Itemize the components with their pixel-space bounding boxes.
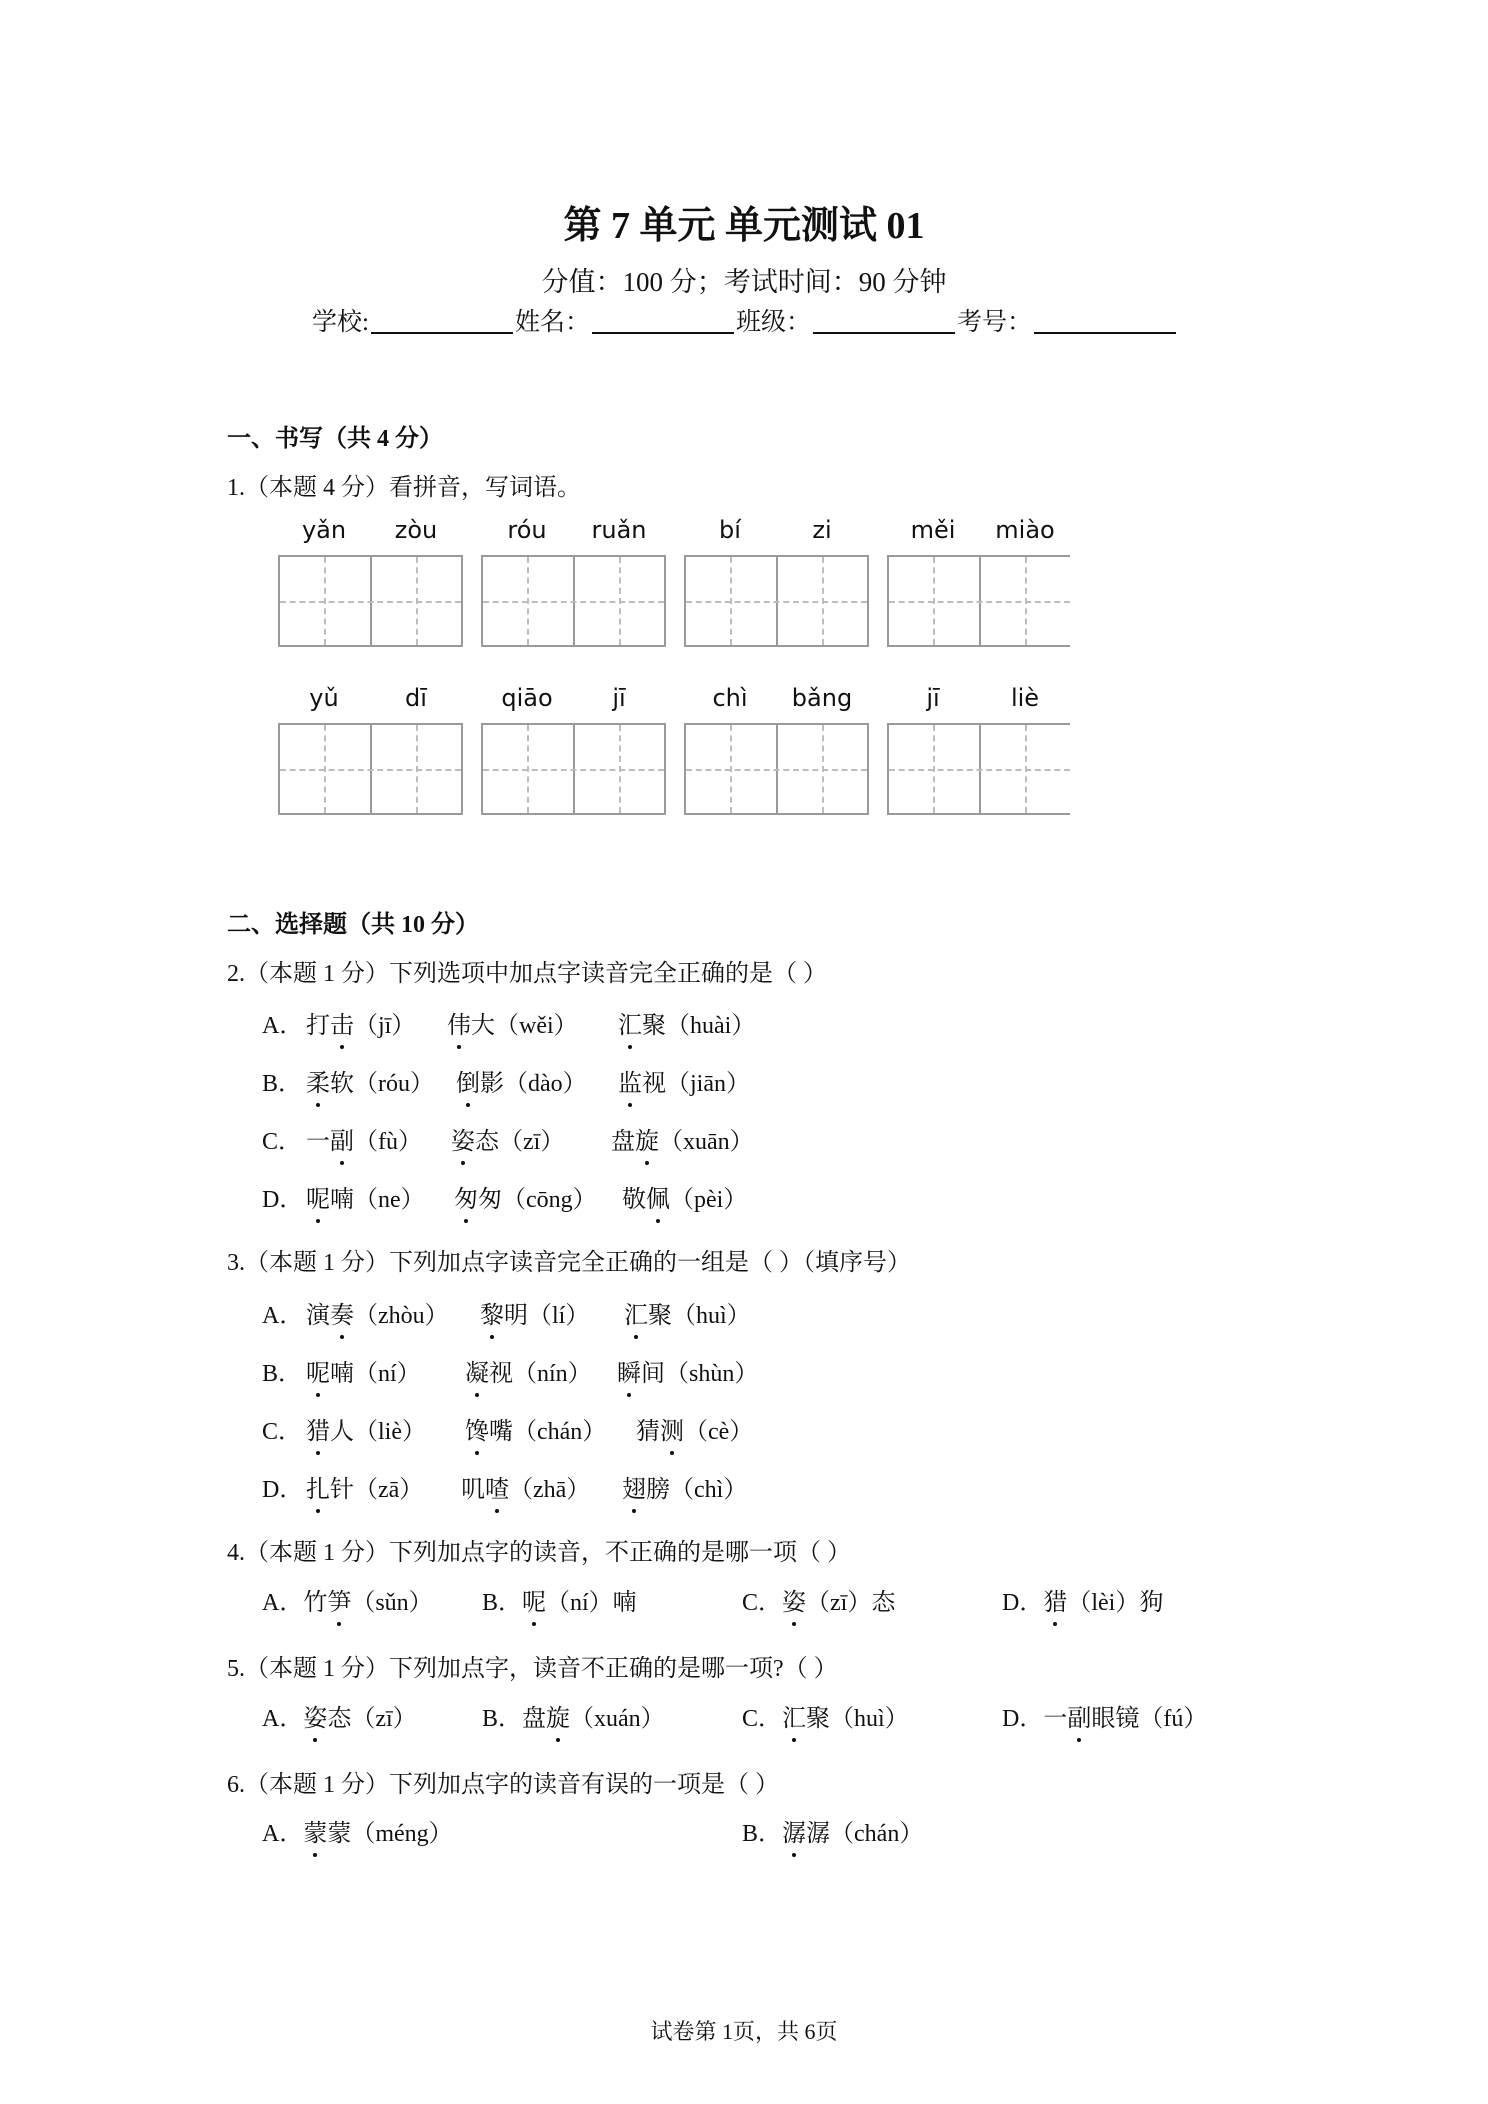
option-letter[interactable]: A．: [262, 1013, 304, 1039]
word-text: 喃: [330, 1361, 354, 1387]
option-word: [306, 1353, 421, 1388]
pinyin-reading: （xuān）: [659, 1129, 754, 1155]
option-letter[interactable]: B．: [262, 1361, 303, 1387]
pinyin-label: zòu: [394, 516, 438, 544]
pinyin-reading: （ne）: [354, 1187, 425, 1213]
option-word: [306, 1005, 415, 1040]
option-word: [465, 1411, 606, 1446]
guide-line-horizontal: [280, 769, 461, 771]
option-word: [451, 1121, 564, 1156]
pinyin-reading: （jī）: [354, 1013, 416, 1039]
word-text: 聚: [648, 1303, 672, 1329]
pinyin-reading: （dào）: [504, 1071, 587, 1097]
writing-box[interactable]: [481, 723, 666, 815]
word-text: 竹: [303, 1590, 328, 1616]
option-item[interactable]: [742, 1698, 909, 1733]
dotted-character: 猎: [306, 1411, 330, 1446]
writing-box[interactable]: [278, 555, 463, 647]
word-text: 敬: [622, 1187, 646, 1213]
word-text: 一: [306, 1129, 330, 1155]
pinyin-label: róu: [507, 516, 547, 544]
pinyin-label: yǎn: [301, 516, 347, 544]
pinyin-reading: （lí）: [528, 1303, 590, 1329]
guide-line-horizontal: [686, 769, 867, 771]
option-word: [611, 1121, 754, 1156]
option-word: [306, 1295, 449, 1330]
dotted-character: 汇: [782, 1698, 806, 1733]
dotted-character: 扎: [306, 1469, 330, 1504]
pinyin-label: liè: [1010, 684, 1040, 712]
name-label: 姓名：: [514, 309, 590, 336]
writing-box[interactable]: [278, 723, 463, 815]
dotted-character: 呢: [306, 1353, 330, 1388]
pinyin-label: qiāo: [501, 684, 553, 712]
option-letter[interactable]: D．: [262, 1477, 304, 1503]
pinyin-reading: （cōng）: [502, 1187, 597, 1213]
option-item[interactable]: [482, 1698, 665, 1733]
option-word: [306, 1411, 426, 1446]
word-text: 针: [330, 1477, 354, 1503]
pinyin-reading: （chán）: [513, 1419, 607, 1445]
dotted-character: 柔: [306, 1063, 330, 1098]
question-2-text: 2.（本题 1 分）下列选项中加点字读音完全正确的是（ ）: [227, 961, 827, 987]
writing-box[interactable]: [887, 555, 1070, 647]
pinyin-label: bí: [719, 516, 741, 544]
dotted-character: 伟: [447, 1005, 471, 1040]
page-title: 第 7 单元 单元测试 01: [563, 205, 925, 247]
pinyin-label: chì: [712, 684, 748, 712]
exam-number-label: 考号：: [956, 309, 1032, 336]
guide-line-horizontal: [686, 601, 867, 603]
option-word: [456, 1063, 587, 1098]
word-text: 盘: [522, 1706, 547, 1732]
option-item[interactable]: [482, 1582, 637, 1617]
word-text: 叽: [461, 1477, 485, 1503]
pinyin-label: bǎng: [791, 684, 853, 712]
pinyin-reading: （zī）: [499, 1129, 565, 1155]
word-text: （ní）喃: [546, 1590, 637, 1616]
word-text: （lèi）狗: [1067, 1590, 1164, 1616]
option-word: [306, 1469, 423, 1504]
word-text: 匆: [478, 1187, 502, 1213]
question-6-text: 6.（本题 1 分）下列加点字的读音有误的一项是（ ）: [227, 1772, 779, 1798]
option-word: [624, 1295, 751, 1330]
pinyin-label: dī: [405, 684, 427, 712]
question-3-text: 3.（本题 1 分）下列加点字读音完全正确的一组是（ ）（填序号）: [227, 1250, 911, 1276]
word-text: 嘴: [489, 1419, 513, 1445]
dotted-character: 汇: [624, 1295, 648, 1330]
dotted-character: 副: [330, 1121, 354, 1156]
word-text: 猜: [636, 1419, 660, 1445]
dotted-character: 匆: [454, 1179, 478, 1214]
option-word: [617, 1353, 758, 1388]
word-text: 软: [330, 1071, 354, 1097]
pinyin-reading: （jiān）: [666, 1071, 750, 1097]
option-word: [480, 1295, 589, 1330]
word-text: 间: [641, 1361, 665, 1387]
section-heading-writing: 一、书写（共 4 分）: [227, 426, 443, 452]
word-text: 演: [306, 1303, 330, 1329]
word-text: 一: [1043, 1706, 1068, 1732]
option-letter: B．: [482, 1590, 523, 1616]
word-text: 视: [642, 1071, 666, 1097]
word-text: 大: [471, 1013, 495, 1039]
pinyin-label: zi: [812, 516, 832, 544]
class-label: 班级：: [735, 309, 811, 336]
option-letter: A．: [262, 1821, 304, 1847]
option-item[interactable]: [262, 1698, 417, 1733]
option-item[interactable]: [262, 1582, 433, 1617]
writing-box[interactable]: [684, 723, 869, 815]
pinyin-reading: （zā）: [354, 1477, 424, 1503]
word-text: 打: [306, 1013, 330, 1039]
dotted-character: 测: [660, 1411, 684, 1446]
dotted-character: 蒙: [303, 1813, 327, 1848]
pinyin-reading: （shùn）: [665, 1361, 759, 1387]
word-text: 态: [475, 1129, 499, 1155]
pinyin-reading: （liè）: [354, 1419, 426, 1445]
dotted-character: 喳: [485, 1469, 509, 1504]
option-word: [618, 1005, 755, 1040]
pinyin-reading: （ní）: [354, 1361, 421, 1387]
dotted-character: 监: [618, 1063, 642, 1098]
section-heading-choice: 二、选择题（共 10 分）: [227, 912, 479, 938]
option-letter[interactable]: C．: [262, 1419, 303, 1445]
dotted-character: 翅: [622, 1469, 646, 1504]
dotted-character: 笋: [327, 1582, 351, 1617]
pinyin-label: jī: [612, 684, 626, 712]
pinyin-label: ruǎn: [591, 516, 647, 544]
pinyin-reading: （cè）: [684, 1419, 754, 1445]
option-letter: C．: [742, 1706, 783, 1732]
option-word: [618, 1063, 750, 1098]
dotted-character: 姿: [303, 1698, 327, 1733]
option-word: [306, 1179, 425, 1214]
word-text: 眼镜（fú）: [1091, 1706, 1208, 1732]
pinyin-reading: （nín）: [513, 1361, 592, 1387]
student-info-line: [312, 302, 1178, 338]
option-letter[interactable]: C．: [262, 1129, 303, 1155]
pinyin-label: jī: [926, 684, 940, 712]
pinyin-reading: （zhòu）: [354, 1303, 449, 1329]
pinyin-reading: （róu）: [354, 1071, 434, 1097]
dotted-character: 旋: [546, 1698, 570, 1733]
word-text: 影: [480, 1071, 504, 1097]
question-1-text: 1.（本题 4 分）看拼音，写词语。: [227, 475, 581, 501]
word-text: 潺（chán）: [806, 1821, 924, 1847]
option-letter: D．: [1002, 1706, 1044, 1732]
option-word: [461, 1469, 590, 1504]
writing-box[interactable]: [887, 723, 1070, 815]
word-text: 明: [504, 1303, 528, 1329]
dotted-character: 黎: [480, 1295, 504, 1330]
option-letter: B．: [742, 1821, 783, 1847]
dotted-character: 猎: [1043, 1582, 1067, 1617]
word-text: 聚: [642, 1013, 666, 1039]
option-item[interactable]: [742, 1813, 923, 1848]
option-letter: B．: [482, 1706, 523, 1732]
pinyin-reading: （fù）: [354, 1129, 422, 1155]
option-item[interactable]: [262, 1813, 453, 1848]
option-letter: D．: [1002, 1590, 1044, 1616]
dotted-character: 瞬: [617, 1353, 641, 1388]
option-word: [636, 1411, 753, 1446]
question-5-text: 5.（本题 1 分）下列加点字，读音不正确的是哪一项?（ ）: [227, 1656, 838, 1682]
dotted-character: 佩: [646, 1179, 670, 1214]
dotted-character: 击: [330, 1005, 354, 1040]
option-letter: A．: [262, 1590, 304, 1616]
pinyin-reading: （huài）: [666, 1013, 756, 1039]
option-word: [622, 1179, 747, 1214]
page-number: 试卷第 1页，共 6页: [650, 2019, 838, 2044]
dotted-character: 馋: [465, 1411, 489, 1446]
word-text: 聚（huì）: [806, 1706, 909, 1732]
pinyin-label: měi: [910, 516, 956, 544]
guide-line-horizontal: [889, 769, 1070, 771]
writing-box[interactable]: [684, 555, 869, 647]
dotted-character: 潺: [782, 1813, 806, 1848]
word-text: 盘: [611, 1129, 635, 1155]
guide-line-horizontal: [280, 601, 461, 603]
dotted-character: 凝: [465, 1353, 489, 1388]
dotted-character: 姿: [782, 1582, 806, 1617]
class-field[interactable]: [813, 308, 955, 334]
exam-info: 分值：100 分；考试时间：90 分钟: [541, 267, 947, 297]
guide-line-horizontal: [889, 601, 1070, 603]
pinyin-label: miào: [995, 516, 1055, 544]
dotted-character: 副: [1067, 1698, 1091, 1733]
school-field[interactable]: [371, 308, 513, 334]
pinyin-reading: （chì）: [670, 1477, 748, 1503]
word-text: 膀: [646, 1477, 670, 1503]
option-letter: C．: [742, 1590, 783, 1616]
writing-box[interactable]: [481, 555, 666, 647]
option-word: [454, 1179, 597, 1214]
question-4-text: 4.（本题 1 分）下列加点字的读音，不正确的是哪一项（ ）: [227, 1540, 851, 1566]
option-letter[interactable]: D．: [262, 1187, 304, 1213]
word-text: （zī）态: [806, 1590, 896, 1616]
dotted-character: 呢: [306, 1179, 330, 1214]
dotted-character: 呢: [522, 1582, 546, 1617]
dotted-character: 奏: [330, 1295, 354, 1330]
dotted-character: 旋: [635, 1121, 659, 1156]
word-text: 视: [489, 1361, 513, 1387]
name-field[interactable]: [592, 308, 734, 334]
option-item[interactable]: [1002, 1698, 1207, 1733]
school-label: 学校:: [312, 309, 369, 336]
pinyin-label: yǔ: [309, 684, 339, 712]
dotted-character: 倒: [456, 1063, 480, 1098]
option-letter[interactable]: B．: [262, 1071, 303, 1097]
option-word: [306, 1063, 434, 1098]
guide-line-horizontal: [483, 769, 664, 771]
option-letter: A．: [262, 1706, 304, 1732]
word-text: 态（zī）: [327, 1706, 417, 1732]
word-text: （xuán）: [570, 1706, 665, 1732]
pinyin-reading: （wěi）: [495, 1013, 578, 1039]
word-text: 人: [330, 1419, 354, 1445]
option-word: [622, 1469, 747, 1504]
pinyin-reading: （pèi）: [670, 1187, 748, 1213]
option-letter[interactable]: A．: [262, 1303, 304, 1329]
exam-number-field[interactable]: [1034, 308, 1176, 334]
word-text: 蒙（méng）: [327, 1821, 453, 1847]
word-text: （sǔn）: [351, 1590, 433, 1616]
dotted-character: 姿: [451, 1121, 475, 1156]
option-word: [447, 1005, 578, 1040]
option-word: [306, 1121, 422, 1156]
option-item[interactable]: [1002, 1582, 1163, 1617]
word-text: 喃: [330, 1187, 354, 1213]
pinyin-reading: （huì）: [672, 1303, 751, 1329]
option-word: [465, 1353, 592, 1388]
pinyin-reading: （zhā）: [509, 1477, 591, 1503]
guide-line-horizontal: [483, 601, 664, 603]
option-item[interactable]: [742, 1582, 895, 1617]
dotted-character: 汇: [618, 1005, 642, 1040]
